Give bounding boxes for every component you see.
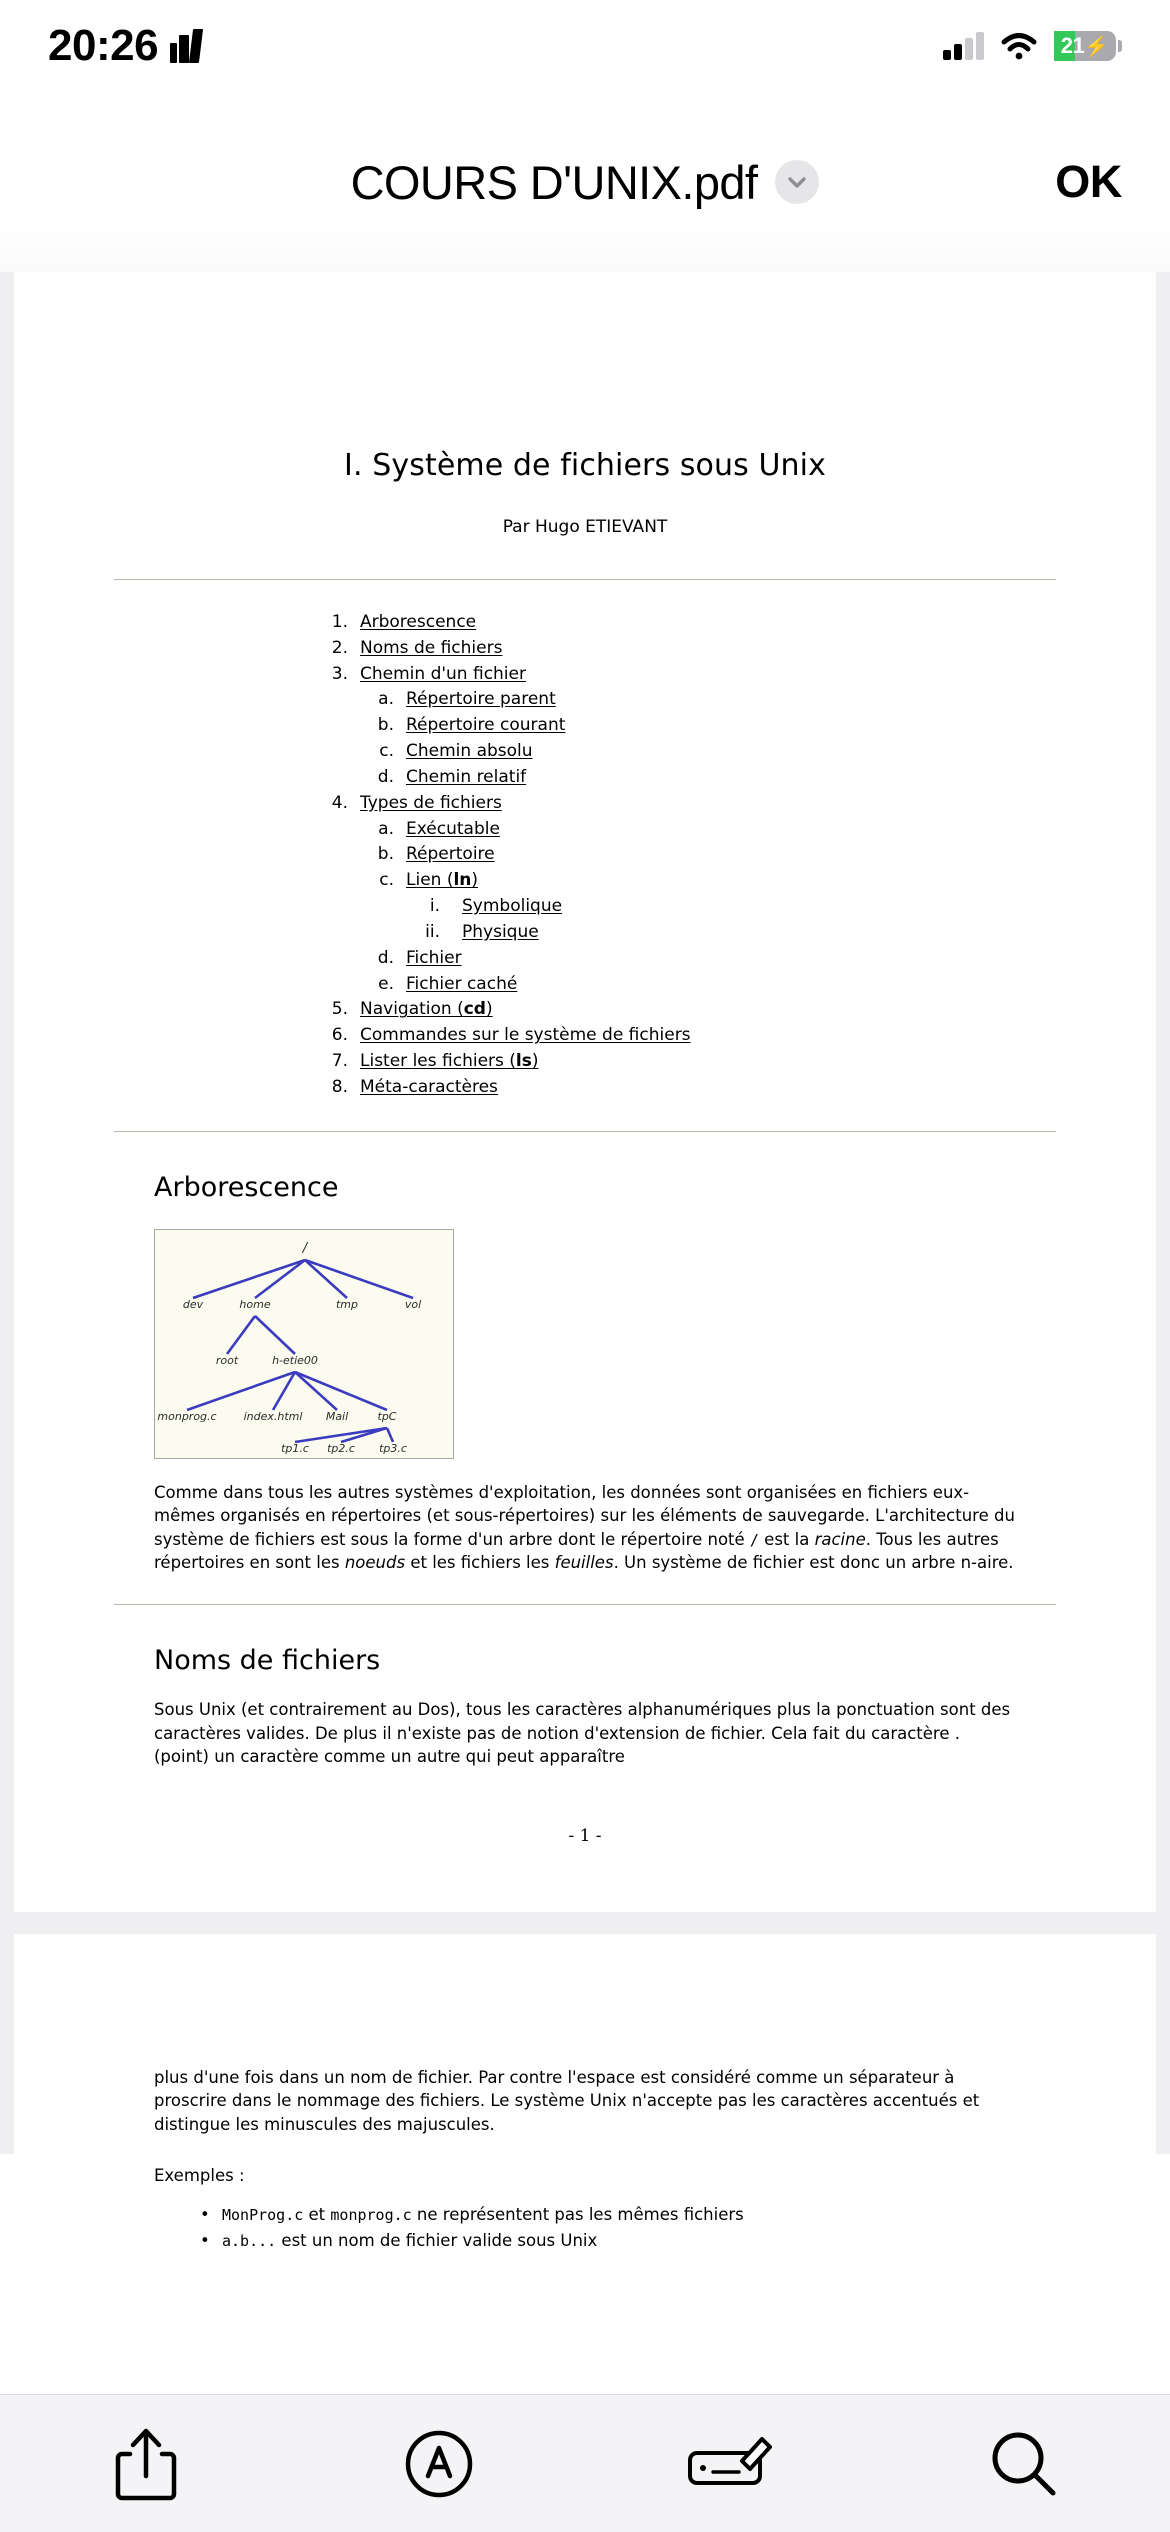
tree-edge xyxy=(295,1428,387,1442)
toc-item-label[interactable]: Répertoire courant xyxy=(406,715,566,736)
bullet-icon: • xyxy=(200,2204,210,2224)
divider-before-noms xyxy=(114,1604,1056,1605)
tree-node-label: monprog.c xyxy=(157,1409,217,1423)
toc-item-marker: 8. xyxy=(331,1076,348,1097)
divider-top xyxy=(114,579,1056,580)
document-scroll-area[interactable] xyxy=(0,272,1170,2251)
search-icon[interactable] xyxy=(964,2409,1084,2519)
toc-item[interactable] xyxy=(314,972,1156,998)
toc-item[interactable] xyxy=(314,817,1156,843)
toc-item-marker: e. xyxy=(378,973,394,994)
tree-edge xyxy=(255,1260,305,1298)
tree-edge xyxy=(295,1372,337,1410)
document-title-group[interactable] xyxy=(351,155,820,210)
tree-node-label: tp1.c xyxy=(281,1441,309,1455)
page-title: COURS D'UNIX.pdf xyxy=(350,155,758,209)
toc-item-label[interactable]: Symbolique xyxy=(462,896,563,917)
done-button[interactable]: OK xyxy=(1055,156,1122,207)
tree-node-label: vol xyxy=(404,1297,422,1311)
toc-item-marker: 1. xyxy=(331,612,348,632)
toc-item-label[interactable]: Chemin absolu xyxy=(406,741,533,762)
toc-item[interactable] xyxy=(314,997,1156,1023)
tree-edge xyxy=(387,1428,393,1442)
toc-item[interactable] xyxy=(314,842,1156,868)
bullet-icon: • xyxy=(200,2231,210,2251)
toc-item[interactable] xyxy=(314,1075,1156,1101)
tree-edge xyxy=(295,1372,387,1410)
lightning-bolt-icon: ⚡ xyxy=(1084,35,1110,58)
toc-item-label[interactable]: Méta-caractères xyxy=(360,1076,498,1097)
tree-node-label: Mail xyxy=(325,1409,349,1423)
list-item xyxy=(200,2228,1016,2254)
wifi-icon xyxy=(1000,32,1038,60)
toc-item-marker: 3. xyxy=(331,663,348,684)
nav-bar xyxy=(0,92,1170,272)
battery-cap xyxy=(1118,40,1122,52)
battery-indicator xyxy=(1054,31,1122,61)
markup-annotate-icon[interactable] xyxy=(379,2409,499,2519)
toc-item-label[interactable]: Chemin relatif xyxy=(406,766,527,787)
table-of-contents xyxy=(14,610,1156,1101)
toc-item[interactable] xyxy=(314,1023,1156,1049)
tree-node-label: root xyxy=(215,1353,239,1367)
toc-item-marker: c. xyxy=(379,741,394,762)
toc-item-label[interactable]: Fichier caché xyxy=(406,973,518,994)
pdf-page-1[interactable] xyxy=(14,272,1156,1912)
toc-item[interactable] xyxy=(314,1049,1156,1075)
toc-item[interactable] xyxy=(314,610,1156,636)
toc-item[interactable] xyxy=(314,687,1156,713)
section-heading-arborescence: Arborescence xyxy=(154,1171,339,1203)
bottom-toolbar xyxy=(0,2394,1170,2532)
toc-item-label[interactable]: Lien (ln) xyxy=(406,870,479,891)
arborescence-tree-diagram xyxy=(154,1229,454,1459)
tree-edge xyxy=(255,1316,295,1354)
section-heading-noms: Noms de fichiers xyxy=(154,1645,381,1677)
chevron-down-icon[interactable] xyxy=(775,160,819,204)
battery-percent: 21 xyxy=(1060,33,1085,58)
toc-item-label[interactable]: Physique xyxy=(462,921,539,942)
toc-item[interactable] xyxy=(314,739,1156,765)
tree-node-label: home xyxy=(239,1297,271,1311)
toc-item[interactable] xyxy=(314,868,1156,894)
signature-draw-icon[interactable] xyxy=(671,2409,791,2519)
toc-item[interactable] xyxy=(314,713,1156,739)
toc-item-marker: 6. xyxy=(331,1025,348,1046)
divider-after-toc xyxy=(114,1131,1056,1132)
tree-edge xyxy=(227,1316,255,1354)
battery-body xyxy=(1054,31,1116,61)
status-time: 20:26 xyxy=(48,21,159,70)
toc-item-label[interactable]: Navigation (cd) xyxy=(360,999,493,1020)
toc-item-label[interactable]: Exécutable xyxy=(406,818,500,839)
toc-item-marker: b. xyxy=(377,715,394,736)
toc-item-marker: 2. xyxy=(331,637,348,658)
page-number: - 1 - xyxy=(568,1826,602,1846)
toc-item-marker: a. xyxy=(378,818,394,839)
toc-item-label[interactable]: Types de fichiers xyxy=(360,792,502,813)
paragraph-noms: Sous Unix (et contrairement au Dos), tous les caractères alphanumériques plus la ponctuation sont des caractères valides. De plus il n'existe pas de notion d'extension de fichier. Cela fait du caractère . (point) un caractère comme un autre qui peut apparaître xyxy=(154,1700,1011,1767)
toc-item-label[interactable]: Répertoire xyxy=(406,844,495,865)
toc-item[interactable] xyxy=(314,662,1156,688)
toc-item-marker: d. xyxy=(377,766,394,787)
toc-item-marker: a. xyxy=(378,689,394,710)
pdf-page-2[interactable] xyxy=(14,1934,1156,2354)
toc-item-marker: ii. xyxy=(425,921,440,942)
list-item-text: a.b... est un nom de fichier valide sous Unix xyxy=(222,2231,598,2251)
tree-edge xyxy=(305,1260,347,1298)
tree-node-label: tp2.c xyxy=(327,1441,355,1455)
toc-item-marker: 5. xyxy=(331,999,348,1020)
toc-item-marker: d. xyxy=(377,947,394,968)
toc-item-marker: 7. xyxy=(331,1051,348,1072)
tree-node-label: h-etie00 xyxy=(272,1353,318,1367)
tree-edge xyxy=(193,1260,305,1298)
toc-item-label[interactable]: Lister les fichiers (ls) xyxy=(360,1051,539,1072)
paragraph-arborescence: Comme dans tous les autres systèmes d'exploitation, les données sont organisées en fichiers eux-mêmes organisés en répertoires (et sous-répertoires) sur les éléments de sauvegarde. L'architecture du système de fichiers est sous la forme d'un arbre dont le répertoire noté / est la racine. Tous les autres répertoires en sont les noeuds et les fichiers les feuilles. Un système de fichier est donc un arbre n-aire. xyxy=(154,1482,1015,1572)
toc-item[interactable] xyxy=(314,894,1156,920)
list-item xyxy=(200,2202,1016,2228)
books-icon xyxy=(170,29,201,63)
tree-node-label: dev xyxy=(182,1297,204,1311)
list-item-text: MonProg.c et monprog.c ne représentent pas les mêmes fichiers xyxy=(222,2204,744,2224)
toc-item-marker: c. xyxy=(379,870,394,891)
paragraph-page2: plus d'une fois dans un nom de fichier. Par contre l'espace est considéré comme un séparateur à proscrire dans le nommage des fichiers. Le système Unix n'accepte pas les caractères accentués et distingue les minuscules des majuscules. xyxy=(154,2068,980,2134)
toc-item[interactable] xyxy=(314,765,1156,791)
tree-node-label: tp3.c xyxy=(379,1441,407,1455)
doc-author: Par Hugo ETIEVANT xyxy=(502,517,668,537)
toc-item-label[interactable]: Noms de fichiers xyxy=(360,637,503,658)
toc-item-label[interactable]: Fichier xyxy=(406,947,462,968)
toc-item-marker: i. xyxy=(429,896,440,917)
tree-edge xyxy=(305,1260,413,1298)
toc-item-marker: 4. xyxy=(331,792,348,813)
cellular-bars-icon xyxy=(943,32,984,60)
tree-node-label: index.html xyxy=(243,1409,303,1423)
toc-item[interactable] xyxy=(314,791,1156,817)
examples-list xyxy=(154,2202,1016,2255)
toc-item[interactable] xyxy=(314,920,1156,946)
doc-heading-title: I. Système de fichiers sous Unix xyxy=(344,448,826,483)
status-bar-left xyxy=(48,21,201,71)
tree-node-label: / xyxy=(302,1240,308,1256)
status-bar xyxy=(0,0,1170,92)
status-bar-right xyxy=(943,31,1122,61)
toc-item-label[interactable]: Répertoire parent xyxy=(406,689,556,710)
toc-item-label[interactable]: Arborescence xyxy=(360,612,477,632)
examples-label: Exemples : xyxy=(154,2166,245,2186)
tree-node-label: tmp xyxy=(335,1297,359,1311)
share-icon[interactable] xyxy=(86,2409,206,2519)
toc-item[interactable] xyxy=(314,636,1156,662)
tree-node-label: tpC xyxy=(377,1409,397,1423)
toc-item-label[interactable]: Chemin d'un fichier xyxy=(360,663,526,684)
tree-edge xyxy=(187,1372,295,1410)
toc-item[interactable] xyxy=(314,946,1156,972)
toc-item-marker: b. xyxy=(377,844,394,865)
toc-item-label[interactable]: Commandes sur le système de fichiers xyxy=(360,1025,691,1046)
